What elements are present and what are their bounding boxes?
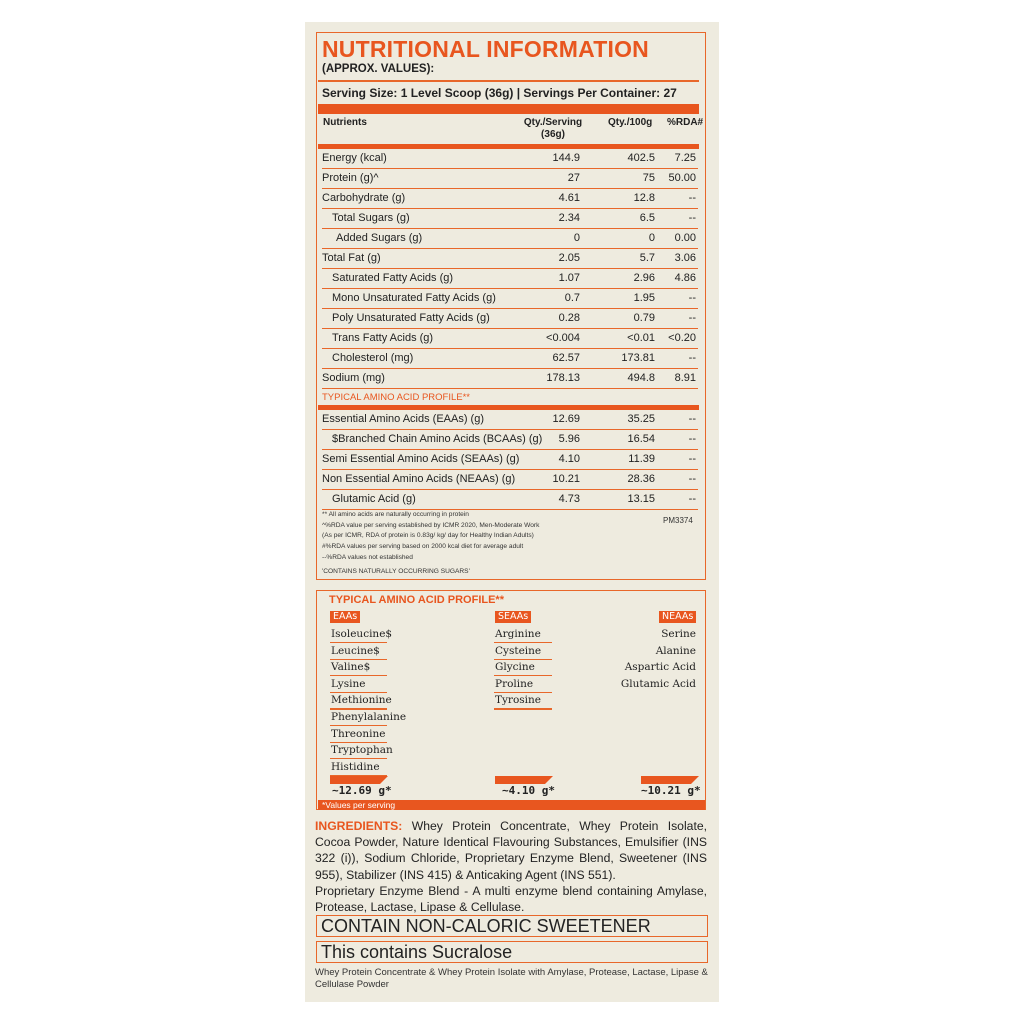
qty-per-100g: 173.81 <box>621 352 655 364</box>
row-divider <box>322 388 698 390</box>
nutrient-name: Mono Unsaturated Fatty Acids (g) <box>332 292 496 304</box>
neaas-item: Aspartic Acid <box>624 661 696 674</box>
table-row <box>322 329 698 349</box>
nutrient-name: Total Fat (g) <box>322 252 381 264</box>
neaas-total-marker <box>641 776 699 784</box>
footnote-line: ** All amino acids are naturally occurring in protein <box>322 511 469 518</box>
nutrient-name: Protein (g)^ <box>322 172 379 184</box>
seaas-total: ~4.10 g* <box>502 784 555 797</box>
item-divider <box>330 725 387 726</box>
nutrient-name: Trans Fatty Acids (g) <box>332 332 434 344</box>
eaas-item: Methionine <box>331 694 392 707</box>
qty-per-serving: 5.96 <box>558 433 580 445</box>
rda-value: -- <box>688 473 696 485</box>
neaas-total: ~10.21 g* <box>641 784 701 797</box>
nutrient-name: Carbohydrate (g) <box>322 192 406 204</box>
rda-value: <0.20 <box>668 332 696 344</box>
enzyme-blend-text: Proprietary Enzyme Blend - A multi enzyme blend containing Amylase, Protease, Lactase, Lipase & Cellulase. <box>315 883 707 915</box>
header-nutrients: Nutrients <box>323 117 367 128</box>
table-row <box>322 229 698 249</box>
rda-value: -- <box>688 192 696 204</box>
nutrient-name: Essential Amino Acids (EAAs) (g) <box>322 413 485 425</box>
qty-per-serving: 4.73 <box>558 493 580 505</box>
rda-value: -- <box>688 433 696 445</box>
footnote-line: 'CONTAINS NATURALLY OCCURRING SUGARS' <box>322 567 470 575</box>
nutrition-title: NUTRITIONAL INFORMATION <box>322 36 649 62</box>
neaas-item: Alanine <box>655 644 696 657</box>
rda-value: 3.06 <box>674 252 696 264</box>
nutrient-name: $Branched Chain Amino Acids (BCAAs) (g) <box>332 433 543 445</box>
item-divider <box>330 692 387 693</box>
rda-value: -- <box>688 493 696 505</box>
qty-per-serving: 2.34 <box>558 212 580 224</box>
table-row <box>322 209 698 229</box>
qty-per-100g: 0 <box>648 232 655 244</box>
table-row <box>322 470 698 490</box>
item-divider <box>494 659 552 660</box>
footnote-line: --%RDA values not established <box>322 553 413 561</box>
qty-per-serving: 0.7 <box>564 292 580 304</box>
sweetener-warning: CONTAIN NON-CALORIC SWEETENER <box>316 915 708 937</box>
qty-per-100g: 402.5 <box>627 152 655 164</box>
table-row <box>322 269 698 289</box>
qty-per-100g: 13.15 <box>627 493 655 505</box>
nutrient-name: Energy (kcal) <box>322 152 387 164</box>
eaas-item: Valine$ <box>331 661 371 674</box>
table-row <box>322 169 698 189</box>
header-rda: %RDA# <box>667 117 704 128</box>
neaas-item: Glutamic Acid <box>620 677 696 690</box>
qty-per-serving: 144.9 <box>552 152 580 164</box>
item-divider <box>494 708 552 709</box>
nutrient-name: Non Essential Amino Acids (NEAAs) (g) <box>322 473 516 485</box>
divider <box>318 80 699 82</box>
item-divider <box>330 659 387 660</box>
rda-value: -- <box>688 413 696 425</box>
qty-per-serving: 2.05 <box>558 252 580 264</box>
qty-per-serving: 4.10 <box>558 453 580 465</box>
nutrient-name: Added Sugars (g) <box>336 232 423 244</box>
table-row <box>322 309 698 329</box>
qty-per-100g: 2.96 <box>633 272 655 284</box>
seaas-tag: SEAAs <box>495 611 531 623</box>
qty-per-100g: 6.5 <box>639 212 655 224</box>
ingredients-text: Whey Protein Concentrate, Whey Protein Isolate, Cocoa Powder, Nature Identical Flavouring Substances, Emulsifier (INS 322 (i)), Sodium Chloride, Proprietary Enzyme Blend, Sweetener (INS 955), Stabilizer (INS 415) & Anticaking Agent (INS 551). <box>315 819 707 882</box>
nutrient-name: Glutamic Acid (g) <box>332 493 416 505</box>
qty-per-100g: 1.95 <box>633 292 655 304</box>
nutrient-name: Poly Unsaturated Fatty Acids (g) <box>332 312 490 324</box>
rda-value: 7.25 <box>674 152 696 164</box>
values-per-serving-note: *Values per serving <box>322 800 396 810</box>
item-divider <box>330 758 387 759</box>
footnote-line: ^%RDA value per serving established by ICMR 2020, Men-Moderate Work <box>322 521 540 529</box>
item-divider <box>330 642 387 643</box>
nutrient-name: Semi Essential Amino Acids (SEAAs) (g) <box>322 453 520 465</box>
table-row <box>322 490 698 510</box>
qty-per-serving: <0.004 <box>546 332 580 344</box>
nutrition-subtitle: (APPROX. VALUES): <box>322 63 435 75</box>
qty-per-100g: 75 <box>642 172 655 184</box>
qty-per-100g: 5.7 <box>639 252 655 264</box>
header-bar <box>318 104 699 114</box>
ingredients <box>315 818 707 915</box>
table-row <box>322 149 698 169</box>
amino-section-title: TYPICAL AMINO ACID PROFILE** <box>322 392 470 403</box>
product-description: Whey Protein Concentrate & Whey Protein Isolate with Amylase, Protease, Lactase, Lipase & Cellulase Powder <box>315 967 708 990</box>
eaas-total: ~12.69 g* <box>332 784 392 797</box>
footnotes <box>322 510 539 577</box>
eaas-item: Histidine <box>331 760 380 773</box>
item-divider <box>494 675 552 676</box>
nutrient-name: Sodium (mg) <box>322 372 385 384</box>
qty-per-100g: <0.01 <box>627 332 655 344</box>
rda-value: -- <box>688 212 696 224</box>
eaas-item: Isoleucine$ <box>331 628 393 640</box>
eaas-item: Tryptophan <box>331 744 393 757</box>
header-per-serving: Qty./Serving (36g) <box>523 117 583 140</box>
qty-per-100g: 0.79 <box>633 312 655 324</box>
qty-per-100g: 12.8 <box>633 192 655 204</box>
seaas-item: Tyrosine <box>495 694 541 707</box>
qty-per-100g: 494.8 <box>627 372 655 384</box>
seaas-item: Glycine <box>495 661 535 674</box>
rda-value: -- <box>688 312 696 324</box>
rda-value: 0.00 <box>674 232 696 244</box>
eaas-total-marker <box>330 776 388 784</box>
neaas-tag: NEAAs <box>659 611 696 623</box>
qty-per-serving: 0 <box>573 232 580 244</box>
seaas-total-marker <box>495 776 553 784</box>
item-divider <box>494 642 552 643</box>
eaas-item: Threonine <box>331 727 386 740</box>
nutrient-name: Cholesterol (mg) <box>332 352 414 364</box>
table-row <box>322 430 698 450</box>
rda-value: -- <box>688 292 696 304</box>
ingredients-label: INGREDIENTS: <box>315 819 403 833</box>
table-row <box>322 189 698 209</box>
product-code: PM3374 <box>663 516 693 525</box>
table-row <box>322 249 698 269</box>
table-row <box>322 349 698 369</box>
item-divider <box>494 692 552 693</box>
footnote-line: #%RDA values per serving based on 2000 kcal diet for average adult <box>322 543 524 551</box>
qty-per-100g: 16.54 <box>627 433 655 445</box>
nutrient-name: Saturated Fatty Acids (g) <box>332 272 454 284</box>
footnote-line: (As per ICMR, RDA of protein is 0.83g/ kg/ day for Healthy Indian Adults) <box>322 532 534 540</box>
qty-per-100g: 35.25 <box>627 413 655 425</box>
item-divider <box>330 708 387 709</box>
item-divider <box>330 742 387 743</box>
qty-per-100g: 11.39 <box>628 453 655 465</box>
eaas-item: Lysine <box>331 677 366 690</box>
rda-value: 8.91 <box>674 372 696 384</box>
seaas-item: Proline <box>495 677 534 690</box>
serving-info: Serving Size: 1 Level Scoop (36g) | Servings Per Container: 27 <box>322 86 677 100</box>
table-row <box>322 289 698 309</box>
rda-value: -- <box>688 453 696 465</box>
nutrient-name: Total Sugars (g) <box>332 212 410 224</box>
amino-profile-title: TYPICAL AMINO ACID PROFILE** <box>329 594 504 606</box>
qty-per-serving: 1.07 <box>558 272 580 284</box>
qty-per-serving: 27 <box>567 172 580 184</box>
seaas-item: Arginine <box>495 628 541 640</box>
rda-value: -- <box>688 352 696 364</box>
qty-per-serving: 178.13 <box>546 372 580 384</box>
table-row <box>322 410 698 430</box>
table-row <box>322 450 698 470</box>
qty-per-serving: 0.28 <box>558 312 580 324</box>
qty-per-serving: 4.61 <box>558 192 580 204</box>
qty-per-serving: 12.69 <box>552 413 580 425</box>
item-divider <box>330 675 387 676</box>
qty-per-serving: 62.57 <box>552 352 580 364</box>
rda-value: 4.86 <box>674 272 696 284</box>
qty-per-100g: 28.36 <box>627 473 655 485</box>
neaas-item: Serine <box>661 628 696 640</box>
eaas-tag: EAAs <box>330 611 360 623</box>
qty-per-serving: 10.21 <box>552 473 580 485</box>
seaas-item: Cysteine <box>495 644 542 657</box>
header-per-100g: Qty./100g <box>608 117 653 128</box>
eaas-item: Leucine$ <box>331 644 380 657</box>
sucralose-warning: This contains Sucralose <box>316 941 708 963</box>
table-row <box>322 369 698 389</box>
eaas-item: Phenylalanine <box>331 711 407 723</box>
rda-value: 50.00 <box>668 172 696 184</box>
